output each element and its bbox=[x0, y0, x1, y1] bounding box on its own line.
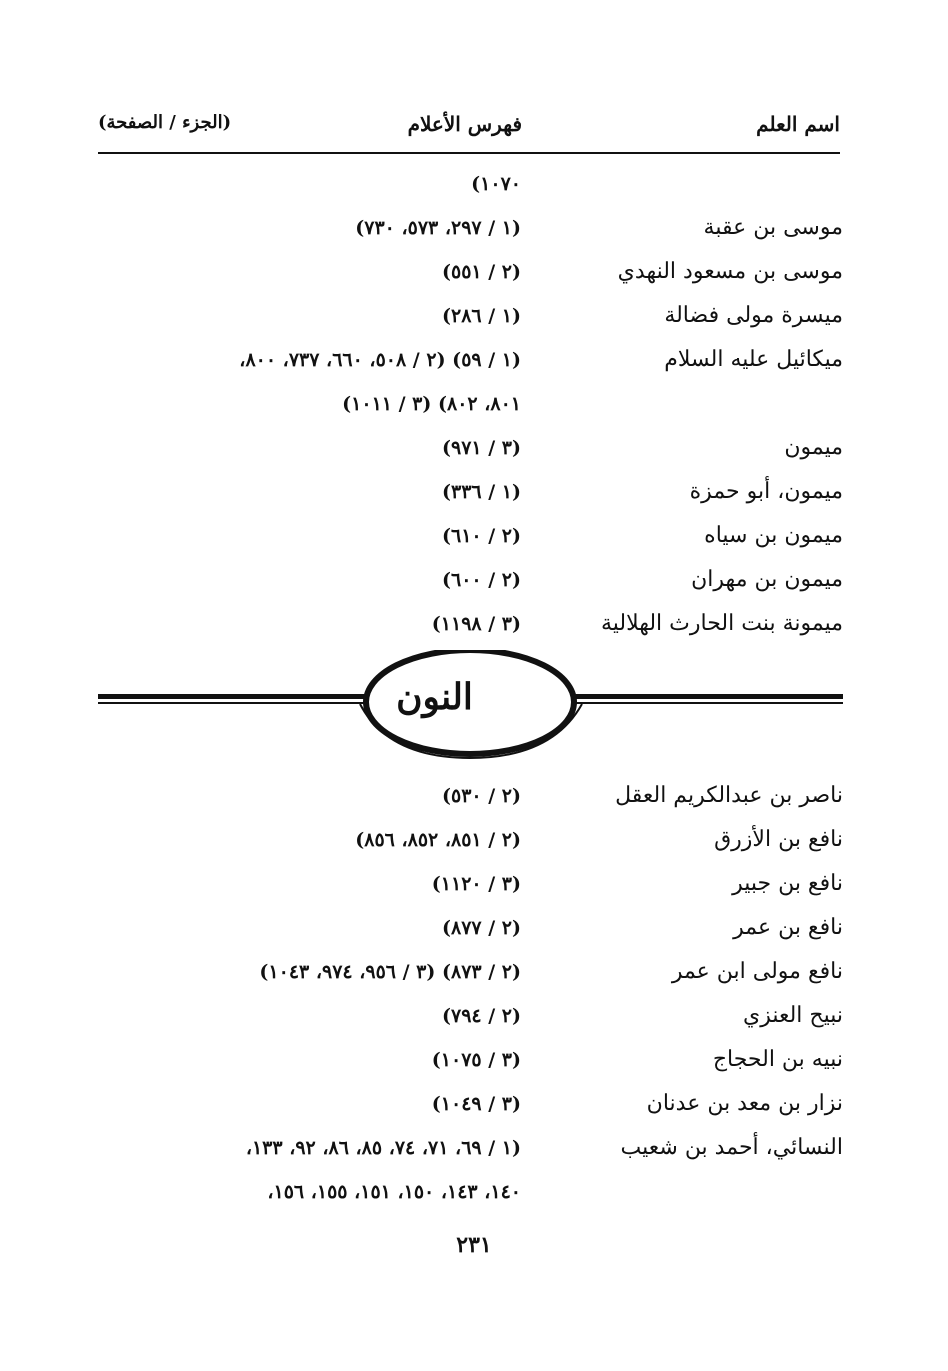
entry-references: (٣ / ١٠٧٥) bbox=[431, 1049, 521, 1071]
entry-references: (١ / ٢٩٧، ٥٧٣، ٧٣٠) bbox=[355, 217, 521, 239]
index-entry bbox=[98, 162, 843, 206]
index-entry bbox=[98, 774, 843, 818]
index-entry bbox=[98, 1126, 843, 1170]
entry-name: ميمون، أبو حمزة bbox=[689, 479, 843, 504]
entry-references: ١٤٠، ١٤٣، ١٥٠، ١٥١، ١٥٥، ١٥٦، bbox=[267, 1181, 521, 1203]
entry-name: ناصر بن عبدالكريم العقل bbox=[615, 783, 843, 808]
entries-list-mim bbox=[98, 162, 843, 646]
index-entry bbox=[98, 906, 843, 950]
index-entry bbox=[98, 1170, 843, 1214]
entries-list-nun bbox=[98, 774, 843, 1214]
entry-name: ميمونة بنت الحارث الهلالية bbox=[600, 611, 843, 636]
entry-name: نافع مولى ابن عمر bbox=[671, 959, 843, 984]
entry-references: (٣ / ١١٩٨) bbox=[431, 613, 521, 635]
entry-name: نافع بن عمر bbox=[733, 915, 843, 940]
entry-name: نبيح العنزي bbox=[742, 1003, 843, 1028]
entry-name: ميكائيل عليه السلام bbox=[664, 347, 843, 372]
entry-references: (٣ / ٩٧١) bbox=[441, 437, 521, 459]
entry-references: (٢ / ٦١٠) bbox=[441, 525, 521, 547]
index-entry bbox=[98, 602, 843, 646]
entry-references: (٢ / ٦٠٠) bbox=[441, 569, 521, 591]
index-entry bbox=[98, 818, 843, 862]
index-entry bbox=[98, 862, 843, 906]
section-heading-nun bbox=[98, 650, 843, 770]
entry-name: نزار بن معد بن عدنان bbox=[646, 1091, 843, 1116]
index-entry bbox=[98, 558, 843, 602]
entry-references: (١ / ٥٩) (٢ / ٥٠٨، ٦٦٠، ٧٣٧، ٨٠٠، bbox=[239, 349, 521, 371]
index-entry bbox=[98, 426, 843, 470]
entry-references: (١ / ٢٨٦) bbox=[441, 305, 521, 327]
entry-name: نافع بن جبير bbox=[732, 871, 843, 896]
index-entry bbox=[98, 250, 843, 294]
index-title: فهرس الأعلام bbox=[407, 112, 522, 136]
header-divider bbox=[98, 152, 840, 154]
entry-references: (٣ / ١١٢٠) bbox=[431, 873, 521, 895]
index-entry bbox=[98, 514, 843, 558]
entry-references: (١ / ٦٩، ٧١، ٧٤، ٨٥، ٨٦، ٩٢، ١٣٣، bbox=[245, 1137, 521, 1159]
entry-references: (١ / ٣٣٦) bbox=[441, 481, 521, 503]
index-entry bbox=[98, 294, 843, 338]
entry-references: (٢ / ٥٥١) bbox=[441, 261, 521, 283]
reference-column-heading: (الجزء / الصفحة) bbox=[98, 112, 232, 133]
entry-name: نافع بن الأزرق bbox=[714, 827, 843, 852]
entry-references: (٢ / ٨٧٧) bbox=[441, 917, 521, 939]
page-number: ٢٣١ bbox=[456, 1232, 492, 1258]
entry-name: ميمون بن مهران bbox=[691, 567, 843, 592]
entry-references: ١٠٧٠) bbox=[471, 173, 521, 195]
index-entry bbox=[98, 950, 843, 994]
entry-name: موسى بن عقبة bbox=[703, 215, 843, 240]
entry-name: النسائي، أحمد بن شعيب bbox=[620, 1135, 843, 1160]
index-entry bbox=[98, 470, 843, 514]
entry-references: (٢ / ٥٣٠) bbox=[441, 785, 521, 807]
entry-name: نبيه بن الحجاج bbox=[712, 1047, 843, 1072]
entry-name: ميسرة مولى فضالة bbox=[664, 303, 843, 328]
index-entry bbox=[98, 1082, 843, 1126]
entry-references: (٢ / ٨٥١، ٨٥٢، ٨٥٦) bbox=[355, 829, 521, 851]
entry-references: (٢ / ٨٧٣) (٣ / ٩٥٦، ٩٧٤، ١٠٤٣) bbox=[259, 961, 521, 983]
index-entry bbox=[98, 338, 843, 382]
index-entry bbox=[98, 206, 843, 250]
index-entry bbox=[98, 994, 843, 1038]
index-entry bbox=[98, 382, 843, 426]
name-column-heading: اسم العلم bbox=[756, 112, 840, 136]
entry-name: ميمون bbox=[784, 435, 843, 460]
entry-references: (٣ / ١٠٤٩) bbox=[431, 1093, 521, 1115]
section-title: النون bbox=[396, 676, 473, 718]
entry-references: (٢ / ٧٩٤) bbox=[441, 1005, 521, 1027]
entry-name: موسى بن مسعود النهدي bbox=[617, 259, 843, 284]
index-entry bbox=[98, 1038, 843, 1082]
page-header bbox=[98, 108, 840, 144]
entry-references: ٨٠١، ٨٠٢) (٣ / ١٠١١) bbox=[342, 393, 521, 415]
entry-name: ميمون بن سياه bbox=[704, 523, 843, 548]
